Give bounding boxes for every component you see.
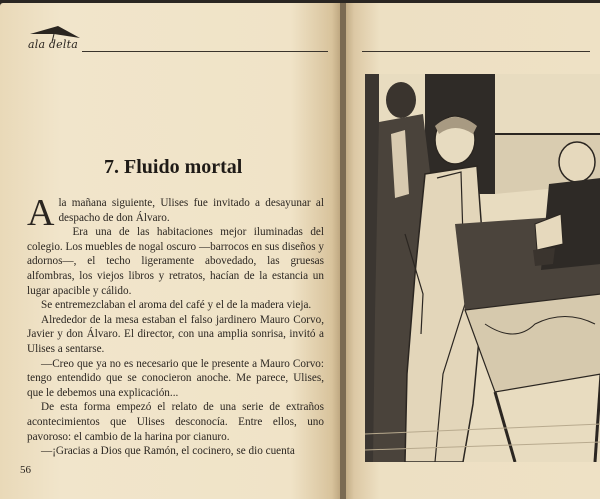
- drop-cap: A: [27, 192, 55, 234]
- series-logo-text: ala delta: [28, 38, 78, 51]
- chapter-body: [27, 192, 324, 459]
- paragraph-1-text: la mañana siguiente, Ulises fue invitado a desayunar al despacho de don Álvaro.: [58, 197, 324, 224]
- header-rule-left: [82, 51, 328, 52]
- paragraph-6: De esta forma empezó el relato de una serie de extraños acontecimientos que Ulises desconocía. Entre ellos, uno pavoroso: el cambio de la harina por cianuro.: [27, 401, 324, 443]
- book-gutter: [340, 3, 346, 499]
- paragraph-5: —Creo que ya no es necesario que le presente a Mauro Corvo: tengo entendido que se conocieron anoche. Me parece, Ulises, que le debemos una explicación...: [27, 357, 324, 399]
- chapter-title: 7. Fluido mortal: [104, 156, 243, 178]
- series-logo: [28, 30, 78, 51]
- header-rule-right: [362, 51, 590, 52]
- office-illustration: [365, 74, 600, 462]
- paragraph-2: Era una de las habitaciones mejor iluminadas del colegio. Los muebles de nogal oscuro —barrocos en sus diseños y adornos—, el techo ligeramente abovedado, las gruesas alfombras, los viejos libros y retratos, hacían de la estancia un lugar apacible y cálido.: [27, 226, 324, 297]
- paragraph-3: Se entremezclaban el aroma del café y el de la madera vieja.: [41, 299, 312, 312]
- paragraph-7: —¡Gracias a Dios que Ramón, el cocinero, se dio cuenta: [41, 445, 295, 458]
- paragraph-4: Alrededor de la mesa estaban el falso jardinero Mauro Corvo, Javier y don Álvaro. El director, con una amplia sonrisa, invitó a Ulises a sentarse.: [27, 313, 324, 355]
- page-number: 56: [20, 464, 31, 476]
- paragraph-1: [27, 192, 324, 234]
